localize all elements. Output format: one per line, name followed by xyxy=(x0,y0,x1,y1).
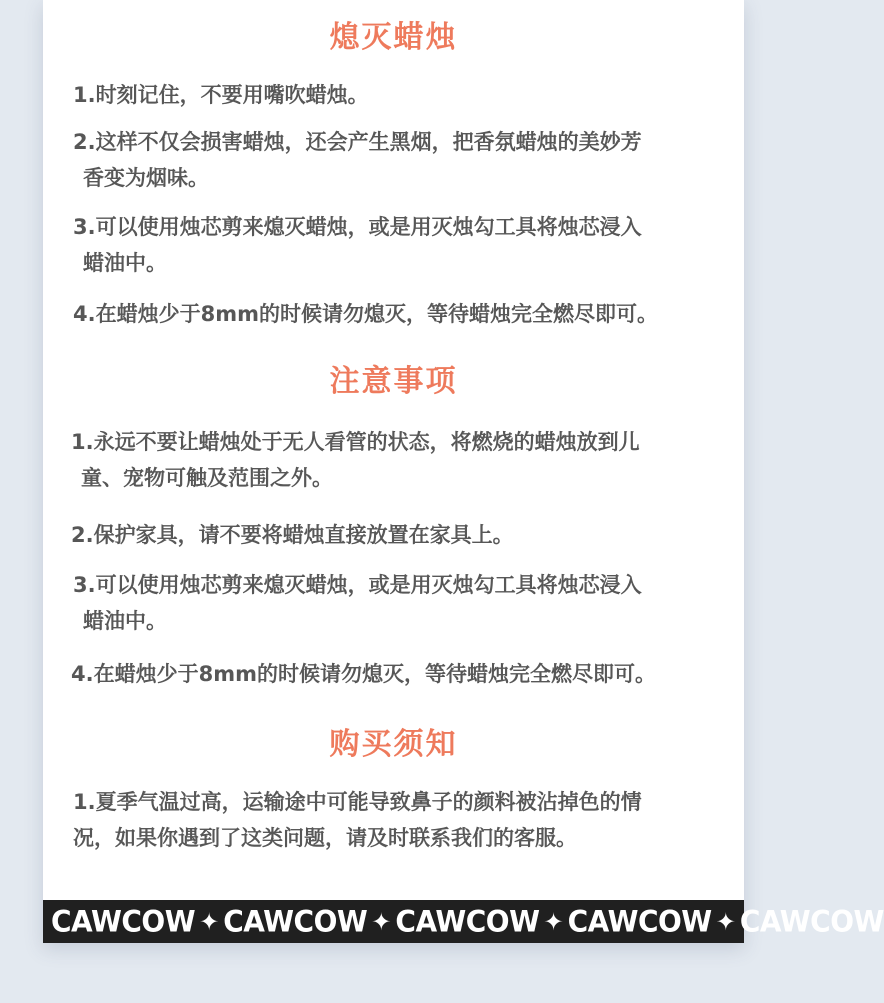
brand-banner xyxy=(43,900,884,943)
item-text: 1.时刻记住，不要用嘴吹蜡烛。 xyxy=(73,83,369,107)
item-text-continued: 童、宠物可触及范围之外。 xyxy=(81,466,333,490)
item-text: 3.可以使用烛芯剪来熄灭蜡烛，或是用灭烛勾工具将烛芯浸入 xyxy=(73,573,642,597)
brand-text: CAWCOW xyxy=(51,904,196,939)
item-text: 2.这样不仅会损害蜡烛，还会产生黑烟，把香氛蜡烛的美妙芳 xyxy=(73,130,642,154)
item-text-continued: 香变为烟味。 xyxy=(83,166,209,190)
section-title-precautions: 注意事项 xyxy=(329,364,458,399)
brand-marquee xyxy=(51,900,884,943)
section-title-extinguish: 熄灭蜡烛 xyxy=(329,20,458,55)
item-text: 1.夏季气温过高，运输途中可能导致鼻子的颜料被沾掉色的情 xyxy=(73,790,642,814)
section-title-purchase-notice: 购买须知 xyxy=(329,727,458,762)
list-item xyxy=(73,784,642,856)
four-point-star-icon: ✦ xyxy=(371,907,392,936)
list-item xyxy=(73,124,642,196)
item-text: 4.在蜡烛少于8mm的时候请勿熄灭，等待蜡烛完全燃尽即可。 xyxy=(73,302,658,326)
brand-text: CAWCOW xyxy=(395,904,540,939)
item-text-continued: 蜡油中。 xyxy=(83,251,167,275)
brand-text: CAWCOW xyxy=(223,904,368,939)
item-text-continued: 蜡油中。 xyxy=(83,609,167,633)
item-text: 4.在蜡烛少于8mm的时候请勿熄灭，等待蜡烛完全燃尽即可。 xyxy=(71,662,656,686)
list-item xyxy=(73,77,369,113)
list-item xyxy=(73,209,642,281)
four-point-star-icon: ✦ xyxy=(715,907,736,936)
list-item xyxy=(71,517,514,553)
content-card xyxy=(43,0,884,943)
four-point-star-icon: ✦ xyxy=(543,907,564,936)
item-text: 2.保护家具，请不要将蜡烛直接放置在家具上。 xyxy=(71,523,514,547)
brand-text: CAWCOW xyxy=(739,904,884,939)
item-text-continued: 况，如果你遇到了这类问题，请及时联系我们的客服。 xyxy=(73,826,577,850)
four-point-star-icon: ✦ xyxy=(199,907,220,936)
list-item xyxy=(71,656,656,692)
list-item xyxy=(73,567,642,639)
list-item xyxy=(73,296,658,332)
item-text: 3.可以使用烛芯剪来熄灭蜡烛，或是用灭烛勾工具将烛芯浸入 xyxy=(73,215,642,239)
brand-text: CAWCOW xyxy=(567,904,712,939)
list-item xyxy=(71,424,640,496)
item-text: 1.永远不要让蜡烛处于无人看管的状态，将燃烧的蜡烛放到儿 xyxy=(71,430,640,454)
